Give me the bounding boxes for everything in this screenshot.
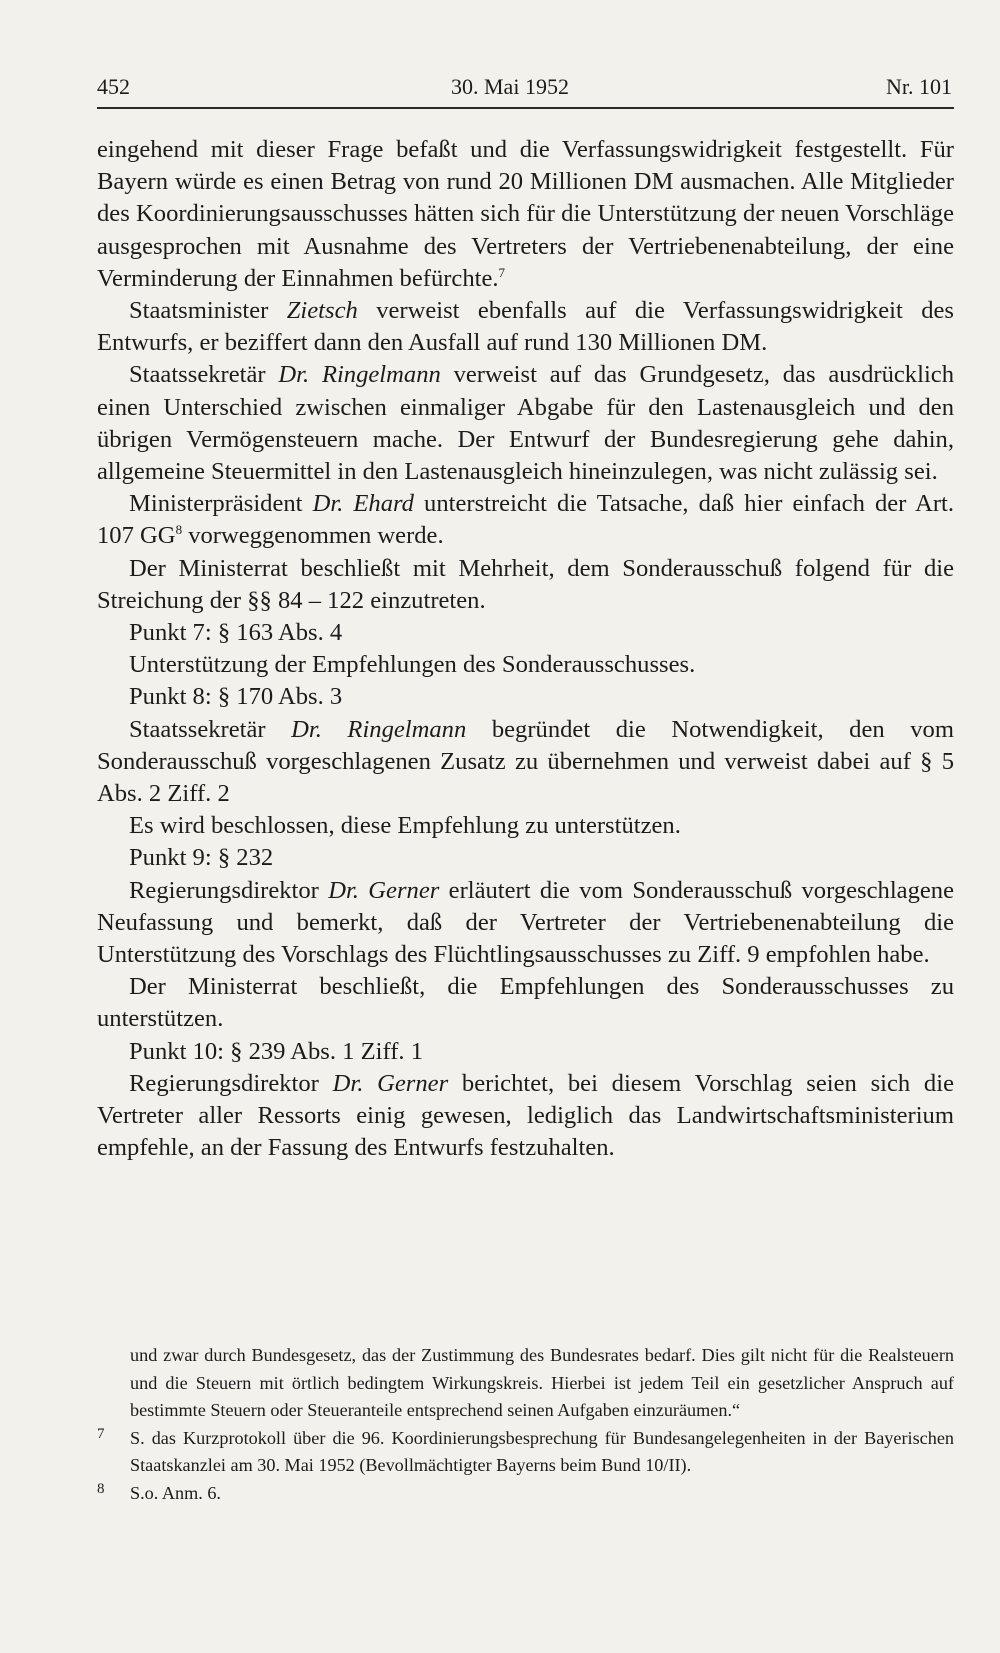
paragraph-1: eingehend mit dieser Frage befaßt und die Verfassungswidrigkeit festgestellt. Für Bayern würde es einen Betrag von rund 20 Millionen DM ausmachen. Alle Mitglieder des Koordinierungsausschusses hätten sich für die Unterstützung der neuen Vorschläge ausgesprochen mit Ausnahme des Vertreters der Vertriebenenabteilung, der eine Verminderung der Einnahmen befürchte.$^7$ (97, 136, 954, 292)
footnote-marker: 7 (97, 1425, 105, 1442)
agenda-point-9: Punkt 9: § 232 (129, 844, 274, 872)
paragraph-5: Der Ministerrat beschließt mit Mehrheit, dem Sonderausschuß folgend für die Streichung der §§ 84 – 122 einzutreten. (97, 554, 954, 614)
paragraph-3: Staatssekretär Dr. Ringelmann verweist auf das Grundgesetz, das ausdrücklich einen Unterschied zwischen einmaliger Abgabe für den Lastenausgleich und den übrigen Vermögensteuern mache. Der Entwurf der Bundesregierung gehe dahin, allgemeine Steuermittel in den Lastenausgleich hineinzulegen, was nicht zulässig sei. (97, 361, 954, 486)
main-text (97, 134, 954, 1165)
speaker-name: Dr. Gerner (332, 1069, 449, 1097)
header-rule (97, 107, 954, 109)
issue-number: Nr. 101 (886, 74, 952, 99)
agenda-point-10: Punkt 10: § 239 Abs. 1 Ziff. 1 (129, 1037, 424, 1065)
speaker-name: Dr. Ringelmann (278, 361, 441, 389)
agenda-point-8: Punkt 8: § 170 Abs. 3 (129, 683, 343, 711)
footnote-ref-8[interactable]: 8 (175, 522, 183, 538)
paragraph-10: Es wird beschlossen, diese Empfehlung zu unterstützen. (129, 812, 681, 840)
paragraph-12: Regierungsdirektor Dr. Gerner erläutert die vom Sonderausschuß vorgeschlagene Neufassung und bemerkt, daß der Vertreter der Vertriebenenabteilung die Unterstützung des Vorschlags des Flüchtlingsausschusses zu Ziff. 9 empfohlen habe. (97, 876, 955, 969)
running-header (97, 74, 952, 108)
page-number: 452 (97, 74, 130, 99)
paragraph-2: Staatsminister Zietsch verweist ebenfalls auf die Verfassungswidrigkeit des Entwurfs, er beziffert dann den Ausfall auf rund 130 Millionen DM. (97, 297, 954, 357)
footnote-ref-7[interactable]: 7 (498, 264, 506, 280)
footnotes (97, 1342, 954, 1508)
agenda-point-7: Punkt 7: § 163 Abs. 4 (129, 619, 343, 647)
footnote-7: 7 S. das Kurzprotokoll über die 96. Koordinierungsbesprechung für Bundesangelegenheiten in der Bayerischen Staatskanzlei am 30. Mai 1952 (Bevollmächtigter Bayerns beim Bund 10/II). (97, 1425, 954, 1480)
speaker-name: Zietsch (286, 297, 358, 325)
paragraph-9: Staatssekretär Dr. Ringelmann begründet die Notwendigkeit, den vom Sonderausschuß vorgeschlagenen Zusatz zu übernehmen und verweist dabei auf § 5 Abs. 2 Ziff. 2 (97, 715, 954, 808)
header-date: 30. Mai 1952 (451, 74, 569, 99)
footnote-continuation: und zwar durch Bundesgesetz, das der Zustimmung des Bundesrates bedarf. Dies gilt nicht für die Realsteuern und die Steuern mit örtlich bedingtem Wirkungskreis. Hierbei ist jedem Teil ein gesetzlicher Anspruch auf bestimmte Steuern oder Steueranteile entsprechend seinen Aufgaben einzuräumen.“ (130, 1345, 954, 1421)
paragraph-4: Ministerpräsident Dr. Ehard unterstreicht die Tatsache, daß hier einfach der Art. 107 $GG^8$ vorweggenommen werde. (97, 490, 954, 550)
speaker-name: Dr. Gerner (328, 876, 440, 904)
paragraph-13: Der Ministerrat beschließt, die Empfehlungen des Sonderausschusses zu unterstützen. (97, 973, 954, 1033)
footnote-marker: 8 (97, 1480, 105, 1497)
paragraph-15: Regierungsdirektor Dr. Gerner berichtet, bei diesem Vorschlag seien sich die Vertreter aller Ressorts einig gewesen, lediglich das Landwirtschaftsministerium empfehle, an der Fassung des Entwurfs festzuhalten. (97, 1069, 954, 1162)
paragraph-7: Unterstützung der Empfehlungen des Sonderausschusses. (129, 651, 696, 679)
speaker-name: Dr. Ehard (312, 490, 414, 518)
speaker-name: Dr. Ringelmann (291, 715, 467, 743)
footnote-8: 8 S.o. Anm. 6. (97, 1480, 954, 1508)
